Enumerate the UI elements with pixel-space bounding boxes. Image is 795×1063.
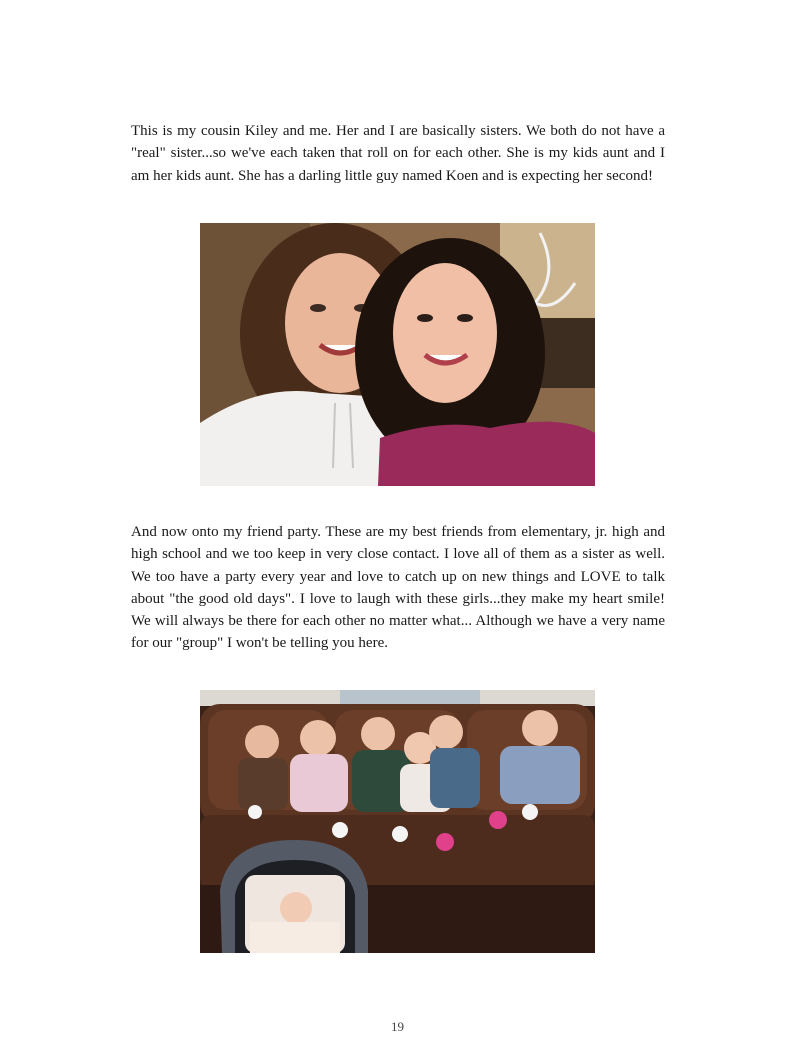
photo-children-on-couch bbox=[200, 690, 595, 953]
paragraph-friend-party: And now onto my friend party. These are my best friends from elementary, jr. high and high school and we too keep in very close contact. I love all of them as a sister as well. We too have a party every year and love to catch up on new things and LOVE to talk about "the good old days". I love to laugh with these girls...they make my heart smile! We will always be there for each other no matter what... Although we have a very name for our "group" I won't be telling you here. bbox=[131, 524, 665, 652]
paragraph-cousin: This is my cousin Kiley and me. Her and I are basically sisters. We both do not have a "real" sister...so we've each taken that roll on for each other. She is my kids aunt and I am her kids aunt. She has a darling little guy named Koen and is expecting her second! bbox=[131, 123, 665, 184]
photo-children-on-couch-image bbox=[200, 690, 595, 953]
photo-two-women bbox=[200, 223, 595, 486]
page-number: 19 bbox=[391, 1019, 404, 1034]
photo-two-women-image bbox=[200, 223, 595, 486]
